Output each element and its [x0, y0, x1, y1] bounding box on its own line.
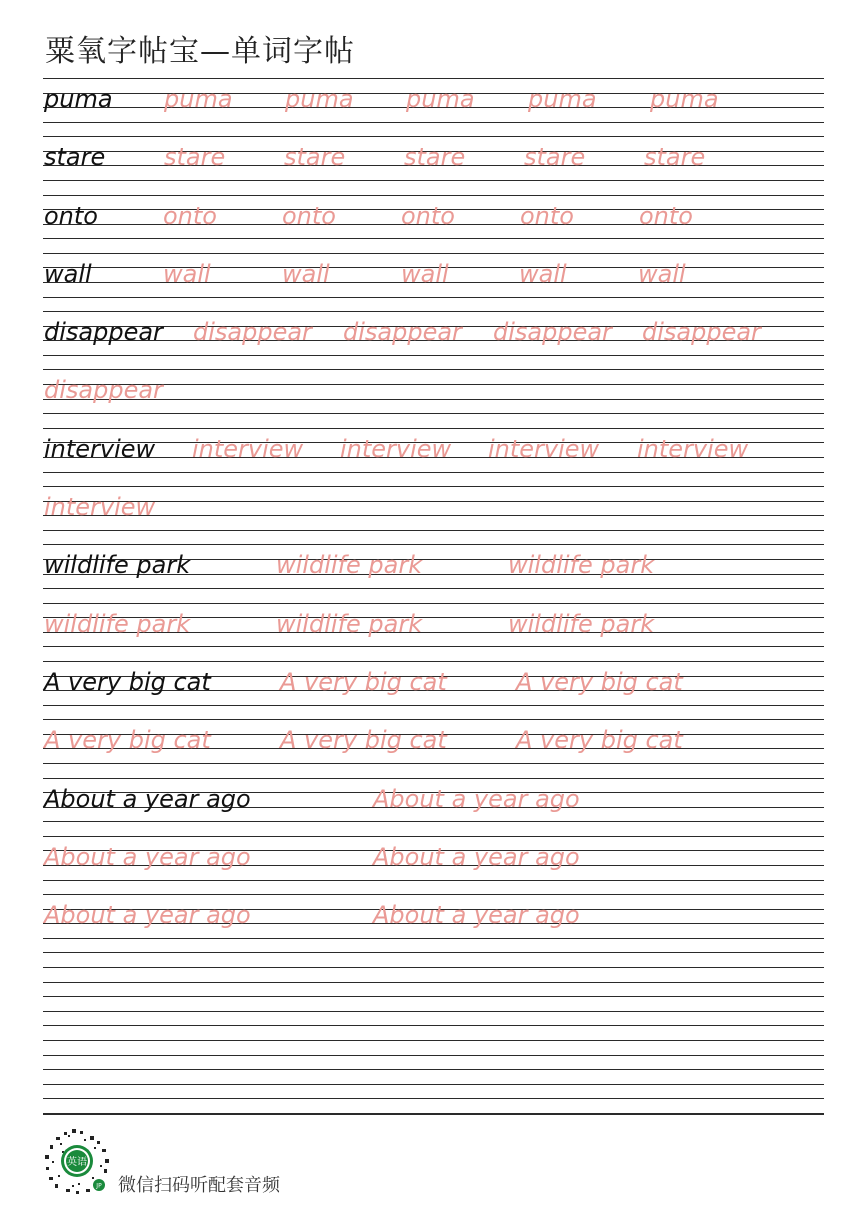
- trace-word: interview: [44, 493, 156, 522]
- model-word: wildlife park: [44, 551, 191, 580]
- trace-word: wildlife park: [276, 551, 423, 580]
- ruling-line: [43, 297, 824, 298]
- practice-row: [43, 369, 824, 427]
- trace-word: stare: [524, 143, 586, 172]
- ruling-line: [43, 428, 824, 429]
- practice-row: [43, 1011, 824, 1069]
- qr-sub-badge-text: JP: [96, 1182, 102, 1190]
- trace-word: About a year ago: [373, 842, 580, 871]
- trace-word: disappear: [642, 318, 761, 347]
- practice-row: [43, 778, 824, 836]
- ruling-line: [43, 472, 824, 473]
- page-title: 粟氧字帖宝—单词字帖: [45, 34, 355, 69]
- trace-word: About a year ago: [44, 842, 251, 871]
- trace-word: disappear: [44, 376, 163, 405]
- trace-word: puma: [285, 85, 354, 113]
- worksheet: [43, 78, 824, 1127]
- ruling-line: [43, 661, 824, 662]
- practice-row: [43, 253, 824, 311]
- ruling-line: [43, 588, 824, 589]
- practice-row: [43, 894, 824, 952]
- ruling-line: [43, 1084, 824, 1085]
- practice-row: [43, 136, 824, 194]
- trace-word: About a year ago: [373, 901, 580, 930]
- model-word: stare: [44, 143, 106, 172]
- ruling-line: [43, 778, 824, 779]
- trace-word: wall: [638, 259, 686, 288]
- practice-row: [43, 486, 824, 544]
- ruling-line: [43, 1025, 824, 1026]
- ruling-line: [43, 501, 824, 502]
- ruling-line: [43, 1098, 824, 1099]
- trace-word: puma: [406, 85, 475, 113]
- trace-word: puma: [164, 85, 233, 113]
- trace-word: interview: [192, 434, 304, 463]
- trace-word: stare: [644, 143, 706, 172]
- qr-badge-text: 英语: [67, 1157, 87, 1168]
- ruling-line: [43, 180, 824, 181]
- ruling-line: [43, 646, 824, 647]
- trace-word: A very big cat: [516, 726, 683, 755]
- practice-row: [43, 544, 824, 602]
- trace-word: onto: [282, 201, 336, 230]
- ruling-line: [43, 311, 824, 312]
- practice-row: [43, 603, 824, 661]
- ruling-line: [43, 238, 824, 239]
- model-word: About a year ago: [44, 784, 251, 813]
- ruling-line: [43, 952, 824, 953]
- trace-word: onto: [520, 201, 574, 230]
- ruling-line: [43, 530, 824, 531]
- ruling-line: [43, 544, 824, 545]
- ruling-line: [43, 355, 824, 356]
- trace-word: A very big cat: [280, 726, 447, 755]
- trace-word: wildlife park: [508, 551, 655, 580]
- trace-word: About a year ago: [44, 901, 251, 930]
- qr-caption: 微信扫码听配套音频: [118, 1175, 280, 1196]
- trace-word: stare: [284, 143, 346, 172]
- trace-word: A very big cat: [44, 726, 211, 755]
- ruling-line: [43, 136, 824, 137]
- trace-word: stare: [164, 143, 226, 172]
- model-word: A very big cat: [44, 667, 211, 696]
- ruling-line: [43, 253, 824, 254]
- ruling-line: [43, 880, 824, 881]
- trace-word: onto: [401, 201, 455, 230]
- ruling-line: [43, 763, 824, 764]
- trace-word: wall: [163, 259, 211, 288]
- model-word: onto: [44, 201, 98, 230]
- ruling-line: [43, 821, 824, 822]
- practice-row: [43, 78, 824, 136]
- ruling-line: [43, 413, 824, 414]
- practice-row: [43, 661, 824, 719]
- ruling-line: [43, 78, 824, 79]
- trace-word: wildlife park: [508, 609, 655, 638]
- model-word: wall: [44, 259, 92, 288]
- model-word: puma: [44, 85, 113, 113]
- practice-row: [43, 1069, 824, 1127]
- trace-word: wall: [401, 259, 449, 288]
- ruling-line: [43, 894, 824, 895]
- trace-word: About a year ago: [373, 784, 580, 813]
- ruling-line: [43, 938, 824, 939]
- practice-row: [43, 836, 824, 894]
- ruling-line: [43, 705, 824, 706]
- qr-code-icon[interactable]: [42, 1127, 112, 1197]
- trace-word: disappear: [343, 318, 462, 347]
- practice-row: [43, 719, 824, 777]
- trace-word: A very big cat: [280, 667, 447, 696]
- trace-word: interview: [340, 434, 452, 463]
- trace-word: wall: [519, 259, 567, 288]
- ruling-line: [43, 836, 824, 837]
- ruling-line: [43, 1040, 824, 1041]
- ruling-line: [43, 486, 824, 487]
- trace-word: onto: [639, 201, 693, 230]
- trace-word: interview: [637, 434, 749, 463]
- closing-rule: [43, 1114, 824, 1115]
- ruling-line: [43, 1055, 824, 1056]
- model-word: interview: [44, 434, 156, 463]
- trace-word: wildlife park: [276, 609, 423, 638]
- trace-word: disappear: [193, 318, 312, 347]
- trace-word: interview: [488, 434, 600, 463]
- practice-row: [43, 428, 824, 486]
- trace-word: A very big cat: [516, 667, 683, 696]
- ruling-line: [43, 122, 824, 123]
- ruling-line: [43, 515, 824, 516]
- trace-word: stare: [404, 143, 466, 172]
- practice-row: [43, 952, 824, 1010]
- trace-word: puma: [528, 85, 597, 113]
- ruling-line: [43, 719, 824, 720]
- ruling-line: [43, 967, 824, 968]
- ruling-line: [43, 1069, 824, 1070]
- ruling-line: [43, 1011, 824, 1012]
- trace-word: wildlife park: [44, 609, 191, 638]
- practice-row: [43, 311, 824, 369]
- ruling-line: [43, 369, 824, 370]
- ruling-line: [43, 603, 824, 604]
- trace-word: wall: [282, 259, 330, 288]
- trace-word: puma: [650, 85, 719, 113]
- footer: [42, 1127, 442, 1199]
- ruling-line: [43, 982, 824, 983]
- ruling-line: [43, 996, 824, 997]
- trace-word: onto: [163, 201, 217, 230]
- practice-row: [43, 195, 824, 253]
- ruling-line: [43, 195, 824, 196]
- trace-word: disappear: [493, 318, 612, 347]
- model-word: disappear: [44, 318, 163, 347]
